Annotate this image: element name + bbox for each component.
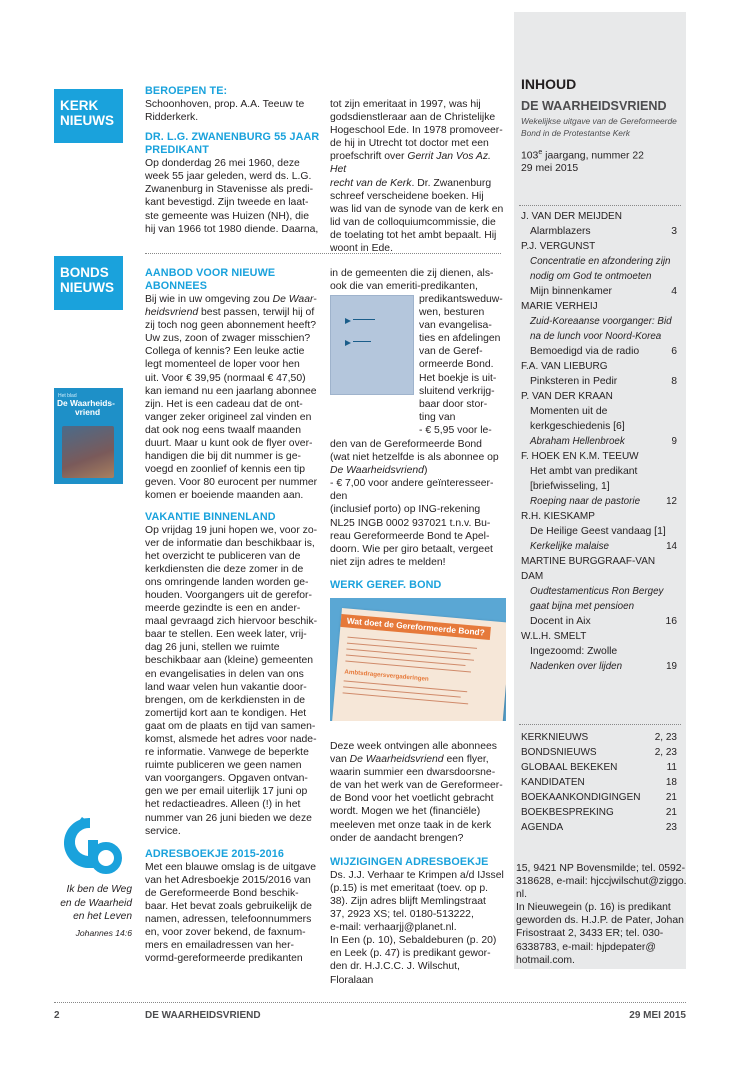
text-span-italic: Gerrit Jan Vos Az. Het [330, 151, 491, 176]
toc-entry-text: gaat bijna met pensioen [530, 601, 635, 612]
body-line: ver de informatie dan beschikbaar is, [145, 537, 315, 549]
body-line: baar door stor- [419, 398, 488, 410]
body-line [330, 753, 506, 766]
body-line: Op vrijdag 19 juni hopen we, voor zo- [145, 524, 318, 536]
body-line: en, voor zover bekend, de faxnum- [145, 927, 306, 939]
toc-title [521, 525, 677, 538]
body-line: den van de Gereformeerde Bond [330, 439, 482, 450]
body-line: het overzicht te publiceren van de [145, 550, 301, 562]
toc-entry-text: Ingezoomd: Zwolle [530, 646, 618, 657]
toc-title [521, 225, 677, 238]
toc-subtitle [521, 540, 677, 553]
body-line: en Leek (p. 47) is predikant gewor- [330, 948, 491, 960]
heading-zwanenburg: DR. L.G. ZWANENBURG 55 JAAR [145, 131, 320, 144]
page-number: 2 [54, 1010, 60, 1021]
toc-subtitle [521, 255, 677, 268]
toc-entry-text: kerkgeschiedenis [6] [530, 421, 625, 432]
body-line: Uw zus, zoon of zwager misschien? [145, 333, 311, 345]
toc-author: R.H. KIESKAMP [521, 511, 595, 522]
toc-entry-text: Docent in Aix [530, 616, 591, 627]
text-span-italic: De Waar- [272, 294, 317, 305]
kerknieuws-col2 [330, 98, 506, 255]
toc-subtitle [521, 270, 677, 283]
inhoud-content [521, 76, 681, 175]
heading-werk-geref-bond: WERK GEREF. BOND [330, 578, 442, 591]
body-line: de hij in Utrecht tot doctor met een [330, 138, 489, 150]
body-line: komst, alsmede het adres voor nade- [145, 734, 317, 745]
heading-zwanenburg-2: PREDIKANT [145, 144, 209, 157]
body-line: hij van 1966 tot 1980 diende. Daarna, [145, 223, 319, 235]
text-span: Bij wie in uw omgeving zou [145, 294, 273, 305]
text-span: best passen, terwijl hij of [198, 307, 315, 319]
flyer-title: Wat doet de Gereformeerde Bond? [340, 614, 491, 640]
body-line: baar. Het bevat zoals gebruikelijk de [145, 901, 312, 913]
bondsnieuws-col2-rest [330, 438, 506, 592]
body-line: waarin summier een dwarsdoorsne- [330, 767, 496, 779]
toc-title [521, 420, 677, 433]
toc-title [521, 465, 677, 478]
text-span: een flyer, [443, 754, 489, 766]
body-line: 37, 2923 XS; tel. 0180-513222, [330, 909, 474, 921]
body-line: onder de aandacht brengen? [330, 832, 464, 844]
quote-ref: Johannes 14:6 [75, 927, 132, 938]
magazine-title: DE WAARHEIDSVRIEND [521, 99, 667, 113]
text-span: 103 [521, 150, 539, 162]
body-line: dag 26 juni, stellen we ruimte [145, 642, 280, 654]
kerk-label-line1: KERK [60, 98, 99, 113]
toc-section-label: BOEKBESPREKING [521, 807, 614, 818]
gb-logo-icon [58, 814, 124, 874]
toc-section [521, 821, 677, 834]
body-line: Collega of kennis? Een leuke actie [145, 346, 305, 358]
body-line: - € 5,95 voor le- [419, 424, 492, 436]
toc-page-number: 21 [665, 807, 677, 818]
body-line: niet zijn adres te melden! [330, 556, 446, 568]
heading-aanbod-2: ABONNEES [145, 280, 207, 292]
bondsnieuws-col1 [145, 267, 321, 966]
toc-author: P.J. VERGUNST [521, 241, 596, 252]
body-line: voegd en zoonlief of kennis een tip [145, 464, 306, 476]
cover-small-text: Het blad [58, 393, 77, 399]
heading-beroepen: BEROEPEN TE: [145, 85, 228, 97]
bonds-label-line2: NIEUWS [60, 280, 114, 295]
kerk-nieuws-label [54, 89, 123, 143]
body-line: gaat om de plaats en tijd van samen- [145, 720, 316, 732]
bonds-label-line1: BONDS [60, 265, 109, 280]
toc-author: J. VAN DER MEIJDEN [521, 211, 622, 222]
toc-entry-text: Alarmblazers [530, 226, 591, 237]
body-line [145, 306, 321, 319]
toc-section-label: KANDIDATEN [521, 777, 585, 788]
body-line: ook die van emeriti-predikanten, [330, 281, 478, 293]
body-line: ste gemeente was Huizen (NH), die [145, 210, 310, 222]
body-line: meeleven met onze taak in de kerk [330, 819, 492, 831]
bondsnieuws-col3 [516, 862, 688, 967]
body-line: kan iemand nu een jaarlang abonnee [145, 385, 317, 397]
body-line: nl. [516, 889, 527, 901]
toc-title [521, 345, 677, 358]
body-line: den dr. H.J.C.C. J. Wilschut, Floralaan [330, 961, 460, 986]
quote-line: Ik ben de Weg [66, 884, 132, 895]
toc-entry-text: Oudtestamenticus Ron Bergey [530, 586, 664, 597]
toc-subtitle [521, 600, 677, 613]
body-line: doorn. Wie per giro betaalt, vergeet [330, 543, 493, 555]
toc-section [521, 791, 677, 804]
issue-date: 29 mei 2015 [521, 163, 579, 175]
body-line: land waar velen hun vakantie door- [145, 681, 307, 693]
body-line: Met een blauwe omslag is de uitgave [145, 861, 316, 873]
toc-section [521, 761, 677, 774]
text-span-italic: heidsvriend [145, 307, 199, 319]
body-line: hotmail.com. [516, 954, 575, 966]
body-line: 15, 9421 NP Bovensmilde; tel. 0592- [516, 863, 686, 874]
body-line: Frisostraat 2, 3433 ER; tel. 030- [516, 928, 664, 940]
body-line: Zwanenburg in Stavenisse als predi- [145, 184, 314, 196]
body-line: van het Adresboekje 2015/2016 van [145, 874, 311, 886]
body-line [330, 150, 506, 176]
toc-page-number: 11 [666, 762, 677, 773]
toc-author: F. HOEK EN K.M. TEEUW [521, 451, 639, 462]
kerknieuws-col1 [145, 85, 321, 236]
toc-section [521, 746, 677, 759]
toc-entry-text: Abraham Hellenbroek [530, 436, 625, 447]
toc-page-number: 23 [665, 822, 677, 833]
body-line: de van het werk van de Gereformeer- [330, 780, 503, 792]
heading-adresboekje: ADRESBOEKJE 2015-2016 [145, 847, 284, 860]
body-line: kant bevestigd. Zijn tweede en laat- [145, 197, 309, 209]
body-line: (inclusief porto) op ING-rekening [330, 504, 481, 516]
toc-title [521, 480, 677, 493]
toc-entry-text: [briefwisseling, 1] [530, 481, 610, 492]
inhoud-divider [519, 724, 681, 725]
inhoud-divider [519, 205, 681, 206]
toc-entry-text: Bemoedigd via de radio [530, 346, 640, 357]
body-line: tot zijn emeritaat in 1997, was hij [330, 99, 481, 110]
body-line: zij toch nog geen abonnement heeft? [145, 320, 316, 332]
body-line: de Gereformeerde Bond beschik- [145, 887, 299, 899]
inhoud-title: INHOUD [521, 76, 577, 92]
body-line: de toelating tot het ambt bepaalt. Hij [330, 229, 497, 241]
text-span: ) [423, 465, 428, 477]
bonds-nieuws-label [54, 256, 123, 310]
body-line: brengen, om de kerkdiensten in de [145, 694, 306, 706]
body-line: lid van de colloquiumcommissie, die [330, 216, 496, 228]
heading-aanbod: AANBOD VOOR NIEUWE [145, 267, 276, 279]
body-line: Ridderkerk. [145, 112, 199, 124]
body-line: ormeerde Bond. [419, 359, 494, 371]
body-line: legt momenteel de loper voor hen [145, 359, 300, 371]
text-span-italic: De Waarheidsvriend [330, 465, 424, 477]
toc-page-number: 14 [666, 541, 677, 552]
toc-author: MARIE VERHEIJ [521, 301, 598, 312]
toc-entry-text: Het ambt van predikant [530, 466, 638, 477]
body-line: houden. Voorgangers uit de gerefor- [145, 589, 312, 601]
body-line: reau Gereformeerde Bond te Apel- [330, 530, 490, 542]
text-span: van [330, 754, 350, 766]
footer-date: 29 MEI 2015 [629, 1010, 686, 1021]
toc-title [521, 405, 677, 418]
toc-page-number: 18 [665, 777, 677, 788]
toc-author: P. VAN DER KRAAN [521, 391, 613, 402]
body-line: zijn. Het is een cadeau dat de ont- [145, 398, 303, 410]
body-line: godsdienstleraar aan de Christelijke [330, 112, 496, 124]
text-span: e [538, 149, 543, 156]
toc-author: W.L.H. SMELT [521, 631, 587, 642]
body-line: ons omringende landen worden ge- [145, 576, 309, 588]
body-line: service. [145, 825, 181, 837]
toc-section [521, 806, 677, 819]
body-line: den [330, 491, 348, 503]
text-span-italic: De Waarheidsvriend [349, 754, 444, 766]
body-line: zomertijd kort aan te kondigen. Het [145, 707, 307, 719]
toc-entry-text: na de lunch voor Noord-Korea [530, 331, 662, 342]
flyer-thumbnail-image [330, 295, 414, 395]
text-span: jaargang, nummer 22 [542, 150, 644, 162]
body-line: sluitend verkrijg- [419, 385, 495, 397]
body-line: wordt. Mogen we het (financiële) [330, 806, 481, 818]
bondsnieuws-col2-bottom [330, 740, 506, 987]
body-line: In Een (p. 10), Sebaldeburen (p. 20) [330, 935, 497, 947]
magazine-cover-image [54, 388, 123, 484]
toc-entry-text: De Heilige Geest vandaag [1] [530, 526, 666, 537]
body-line: wen, besturen [419, 307, 485, 319]
toc-author: F.A. VAN LIEBURG [521, 361, 608, 372]
toc-section-label: BOEKAANKONDIGINGEN [521, 792, 641, 803]
body-line: 318628, e-mail: hjccjwilschut@ziggo. [516, 876, 687, 888]
toc-list [521, 208, 677, 673]
toc-page-number: 6 [671, 346, 677, 357]
toc-section-label: KERKNIEUWS [521, 732, 589, 743]
body-line [330, 464, 506, 477]
body-line: kerkdiensten die deze zomer in de [145, 563, 304, 575]
toc-page-number: 9 [671, 436, 677, 447]
toc-page-number: 19 [666, 661, 677, 672]
bond-flyer-image [330, 598, 506, 721]
body-line: woont in Ede. [330, 243, 393, 255]
body-line: vormd-gereformeerde predikanten [145, 953, 303, 965]
cover-title-b: vriend [75, 407, 101, 417]
body-line: Op donderdag 26 mei 1960, deze [145, 158, 300, 170]
toc-section-label: GLOBAAL BEKEKEN [521, 762, 618, 773]
toc-page-number: 2, 23 [654, 732, 677, 743]
body-line: meerde gezindte is een en ander- [145, 603, 301, 615]
toc-entry-text: Nadenken over lijden [530, 661, 623, 672]
body-line: van evangelisa- [419, 320, 492, 332]
quote-line: en de Waarheid [60, 897, 132, 909]
body-line: ruimte publiceren we geen namen [145, 760, 302, 772]
toc-entry-text: Momenten uit de [530, 406, 608, 417]
body-line: Schoonhoven, prop. A.A. Teeuw te [145, 99, 305, 110]
body-line: baar te stellen. Een week later, vrij- [145, 629, 307, 641]
footer-magazine: DE WAARHEIDSVRIEND [145, 1010, 261, 1021]
toc-subtitle [521, 660, 677, 673]
body-line: geworden ds. H.J.P. de Pater, Johan [516, 915, 684, 927]
toc-subtitle [521, 435, 677, 448]
body-line: dat ook nog eens twaalf maanden [145, 424, 301, 436]
footer-divider [54, 1002, 686, 1003]
body-line: Deze week ontvingen alle abonnees [330, 741, 497, 752]
body-line: geven. Voor 80 eurocent per nummer [145, 477, 318, 489]
body-line: - € 7,00 voor andere geïnteresseer- [330, 478, 494, 490]
body-line: predikantsweduw- [419, 294, 503, 305]
body-line: komen er boeiende maanden aan. [145, 490, 304, 502]
text-span: . Dr. Zwanenburg [411, 177, 492, 189]
toc-section-label: AGENDA [521, 822, 564, 833]
toc-section [521, 776, 677, 789]
body-line: van voorgangers. Opgaven ontvan- [145, 773, 308, 785]
bible-quote [44, 883, 132, 940]
body-line: Het boekje is uit- [419, 372, 497, 384]
heading-wijzigingen: WIJZIGINGEN ADRESBOEKJE [330, 855, 489, 868]
body-line: 38). Zijn adres blijft Memlingstraat [330, 895, 486, 907]
body-line: week 55 jaar geleden, werd ds. L.G. [145, 171, 312, 183]
body-line: re informatie. Vanwege de beperkte [145, 747, 309, 759]
jaargang [521, 146, 681, 162]
body-line: NL25 INGB 0002 937021 t.n.v. Bu- [330, 517, 491, 529]
toc-section [521, 731, 677, 744]
toc-entry-text: Roeping naar de pastorie [530, 496, 641, 507]
body-line: mers en emailadressen van her- [145, 940, 295, 952]
text-span-italic: recht van de Kerk [330, 177, 412, 189]
body-line: e-mail: verhaarjj@planet.nl. [330, 922, 457, 934]
body-line: duurt. Maar u kunt ook de flyer over- [145, 438, 313, 450]
body-line: handigen die bij dit nummer is ge- [145, 451, 301, 463]
toc-sections [521, 729, 677, 834]
body-line: namen, adressen, telefoonnummers [145, 914, 312, 926]
toc-page-number: 4 [671, 286, 677, 297]
toc-author: DAM [521, 571, 544, 582]
toc-subtitle [521, 495, 677, 508]
quote-line: en het Leven [73, 911, 132, 923]
body-line: en evangelisaties in delen van ons [145, 668, 304, 680]
toc-subtitle [521, 585, 677, 598]
toc-subtitle [521, 315, 677, 328]
body-line: ting van [419, 411, 456, 423]
body-line: In Nieuwegein (p. 16) is predikant [516, 902, 671, 914]
body-line: vanger zeker origineel zal vinden en [145, 411, 312, 423]
cover-title-a: De Waarheids- [57, 398, 115, 408]
body-line: schreef verscheidene boeken. Hij [330, 190, 484, 202]
body-line [330, 177, 506, 190]
magazine-desc: Wekelijkse uitgave van de Gereformeerde [521, 116, 677, 126]
toc-title [521, 645, 677, 658]
body-line: Hogeschool Ede. In 1978 promoveer- [330, 125, 503, 137]
body-line: (p.15) is met emeritaat (toev. op p. [330, 882, 489, 894]
kerk-label-line2: NIEUWS [60, 113, 114, 128]
heading-vakantie: VAKANTIE BINNENLAND [145, 510, 276, 523]
toc-author: MARTINE BURGGRAAF-VAN [521, 556, 656, 567]
body-line: beschikbaar aan (kleine) gemeenten [145, 655, 314, 667]
toc-title [521, 375, 677, 388]
toc-page-number: 16 [665, 616, 677, 627]
body-line [145, 293, 321, 306]
bondsnieuws-col2 [330, 267, 506, 293]
toc-page-number: 8 [671, 376, 677, 387]
bondsnieuws-col2-narrow [419, 293, 509, 437]
toc-section-label: BONDSNIEUWS [521, 747, 597, 758]
body-line: 6338783, e-mail: hjpdepater@ [516, 941, 656, 953]
section-divider [145, 253, 501, 254]
toc-entry-text: Mijn binnenkamer [530, 286, 613, 297]
toc-entry-text: Concentratie en afzondering zijn [530, 256, 671, 267]
toc-page-number: 21 [665, 792, 677, 803]
body-line: Ds. J.J. Verhaar te Krimpen a/d IJssel [330, 869, 504, 881]
toc-page-number: 12 [666, 496, 677, 507]
body-line: in de gemeenten die zij dienen, als- [330, 268, 494, 279]
flyer-subtitle: Ambtsdragersvergaderingen [344, 668, 430, 683]
toc-entry-text: nodig om God te ontmoeten [530, 271, 652, 282]
toc-page-number: 3 [671, 226, 677, 237]
toc-entry-text: Zuid-Koreaanse voorganger: Bid [530, 316, 672, 327]
footer [54, 1010, 686, 1024]
body-line: (wat niet hetzelfde is als abonnee op [330, 452, 499, 464]
text-span: proefschrift over [330, 151, 408, 163]
body-line: van de Geref- [419, 346, 483, 358]
toc-entry-text: Kerkelijke malaise [530, 541, 609, 552]
body-line: ties en afdelingen [419, 333, 501, 345]
toc-entry-text: Pinksteren in Pedir [530, 376, 618, 387]
body-line: gen we per email uiterlijk 17 juni op [145, 786, 308, 798]
toc-subtitle [521, 330, 677, 343]
body-line: uit. Voor € 39,95 (normaal € 47,50) [145, 372, 306, 384]
body-line: nummer van 26 juni bieden we deze [145, 812, 312, 824]
toc-page-number: 2, 23 [654, 747, 677, 758]
magazine-desc: Bond in de Protestantse Kerk [521, 127, 630, 138]
body-line: het redactieadres. Alleen (!) in het [145, 799, 301, 811]
toc-title [521, 615, 677, 628]
toc-title [521, 285, 677, 298]
body-line: maal gevraagd zich hiervoor beschik- [145, 616, 318, 628]
body-line: was lid van de synode van de kerk en [330, 203, 504, 215]
body-line: de Bond voor het voetlicht gebracht [330, 793, 494, 805]
